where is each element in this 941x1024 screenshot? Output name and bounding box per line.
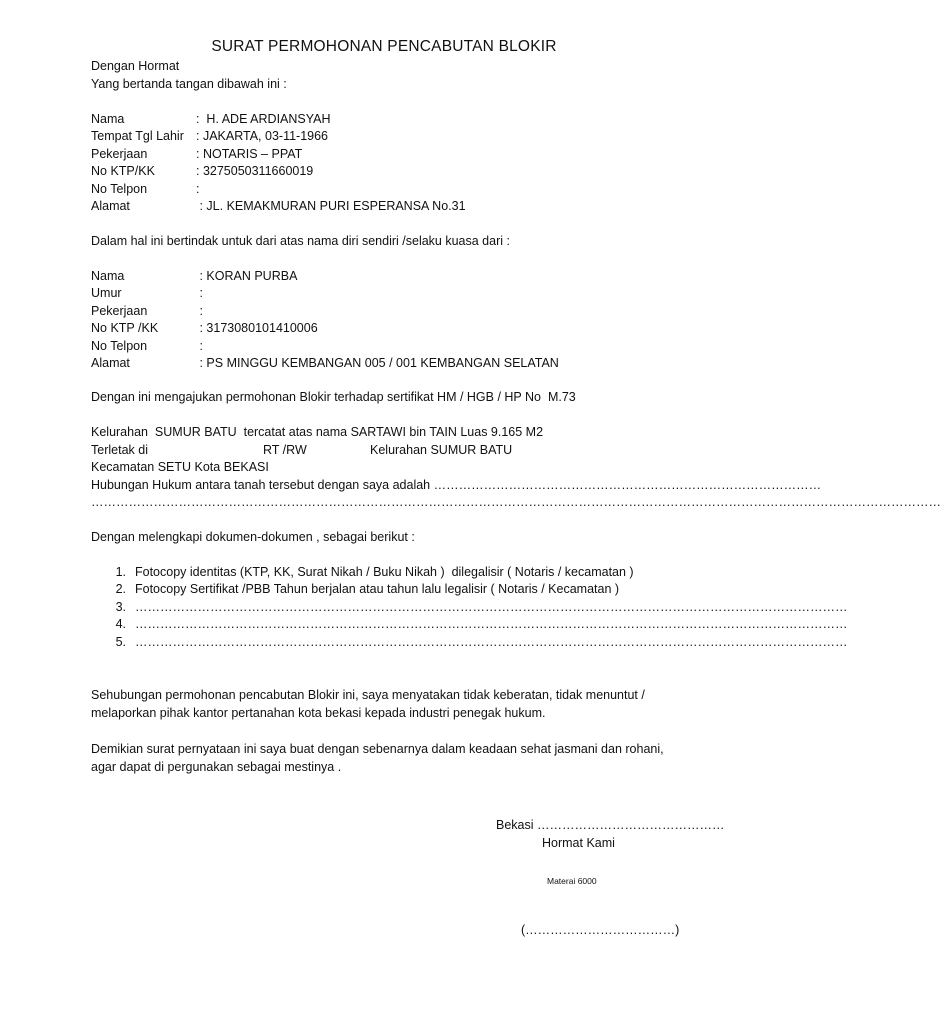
applicant-value: : NOTARIS – PPAT bbox=[196, 147, 303, 161]
principal-value: : PS MINGGU KEMBANGAN 005 / 001 KEMBANGAN SELATAN bbox=[196, 356, 559, 370]
principal-label: Alamat bbox=[91, 356, 130, 370]
applicant-label: Alamat bbox=[91, 199, 130, 213]
principal-value: : KORAN PURBA bbox=[196, 269, 298, 283]
request-line: Dengan ini mengajukan permohonan Blokir terhadap sertifikat HM / HGB / HP No M.73 bbox=[91, 390, 576, 404]
principal-value: : 3173080101410006 bbox=[196, 321, 318, 335]
list-number: 5. bbox=[115, 635, 126, 649]
list-item: ……………………………………………………………………………………………………………………………………………………… bbox=[135, 617, 848, 631]
rtrw-label: RT /RW bbox=[263, 443, 307, 457]
signature-place: Bekasi ……………………………………… bbox=[496, 818, 725, 832]
closing2-line2: agar dapat di pergunakan sebagai mestinya . bbox=[91, 760, 342, 774]
kecamatan-line: Kecamatan SETU Kota BEKASI bbox=[91, 460, 269, 474]
applicant-label: No KTP/KK bbox=[91, 164, 155, 178]
letter-title: SURAT PERMOHONAN PENCABUTAN BLOKIR bbox=[211, 38, 557, 55]
closing2-line1: Demikian surat pernyataan ini saya buat dengan sebenarnya dalam keadaan sehat jasmani dan rohani, bbox=[91, 742, 664, 756]
hubungan-line: Hubungan Hukum antara tanah tersebut dengan saya adalah ………………………………………………………………………………… bbox=[91, 478, 822, 492]
applicant-value: : JL. KEMAKMURAN PURI ESPERANSA No.31 bbox=[196, 199, 466, 213]
documents-intro: Dengan melengkapi dokumen-dokumen , sebagai berikut : bbox=[91, 530, 415, 544]
applicant-label: Tempat Tgl Lahir bbox=[91, 129, 184, 143]
list-item: ……………………………………………………………………………………………………………………………………………………… bbox=[135, 635, 848, 649]
principal-label: No KTP /KK bbox=[91, 321, 159, 335]
signature-name-blank: (………………………………) bbox=[521, 923, 680, 937]
terletak-label: Terletak di bbox=[91, 443, 148, 457]
applicant-value: : JAKARTA, 03-11-1966 bbox=[196, 129, 329, 143]
applicant-label: Nama bbox=[91, 112, 125, 126]
principal-label: Pekerjaan bbox=[91, 304, 148, 318]
list-number: 1. bbox=[115, 565, 126, 579]
greeting: Dengan Hormat bbox=[91, 59, 180, 73]
list-item: Fotocopy Sertifikat /PBB Tahun berjalan atau tahun lalu legalisir ( Notaris / Kecamatan ) bbox=[135, 582, 620, 596]
applicant-value: : bbox=[196, 182, 200, 196]
closing1-line1: Sehubungan permohonan pencabutan Blokir ini, saya menyatakan tidak keberatan, tidak menuntut / bbox=[91, 688, 645, 702]
list-item: ……………………………………………………………………………………………………………………………………………………… bbox=[135, 600, 848, 614]
applicant-value: : 3275050311660019 bbox=[196, 164, 314, 178]
list-number: 3. bbox=[115, 600, 126, 614]
dotted-line: …………………………………………………………………………………………………………………………………………………………………………………… bbox=[91, 495, 941, 509]
land-line1: Kelurahan SUMUR BATU tercatat atas nama SARTAWI bin TAIN Luas 9.165 M2 bbox=[91, 425, 544, 439]
kelurahan-label: Kelurahan SUMUR BATU bbox=[370, 443, 513, 457]
list-number: 4. bbox=[115, 617, 126, 631]
principal-label: Nama bbox=[91, 269, 125, 283]
principal-label: Umur bbox=[91, 286, 122, 300]
list-item: Fotocopy identitas (KTP, KK, Surat Nikah / Buku Nikah ) dilegalisir ( Notaris / kecamatan ) bbox=[135, 565, 634, 579]
principal-value: : bbox=[196, 304, 203, 318]
principal-label: No Telpon bbox=[91, 339, 148, 353]
principal-value: : bbox=[196, 339, 203, 353]
intro-line: Yang bertanda tangan dibawah ini : bbox=[91, 77, 287, 91]
applicant-label: Pekerjaan bbox=[91, 147, 148, 161]
signature-regards: Hormat Kami bbox=[542, 836, 615, 850]
stamp-label: Materai 6000 bbox=[547, 876, 597, 886]
closing1-line2: melaporkan pihak kantor pertanahan kota bekasi kepada industri penegak hukum. bbox=[91, 706, 546, 720]
list-number: 2. bbox=[115, 582, 126, 596]
principal-value: : bbox=[196, 286, 203, 300]
acting-statement: Dalam hal ini bertindak untuk dari atas nama diri sendiri /selaku kuasa dari : bbox=[91, 234, 510, 248]
applicant-label: No Telpon bbox=[91, 182, 148, 196]
applicant-value: : H. ADE ARDIANSYAH bbox=[196, 112, 331, 126]
